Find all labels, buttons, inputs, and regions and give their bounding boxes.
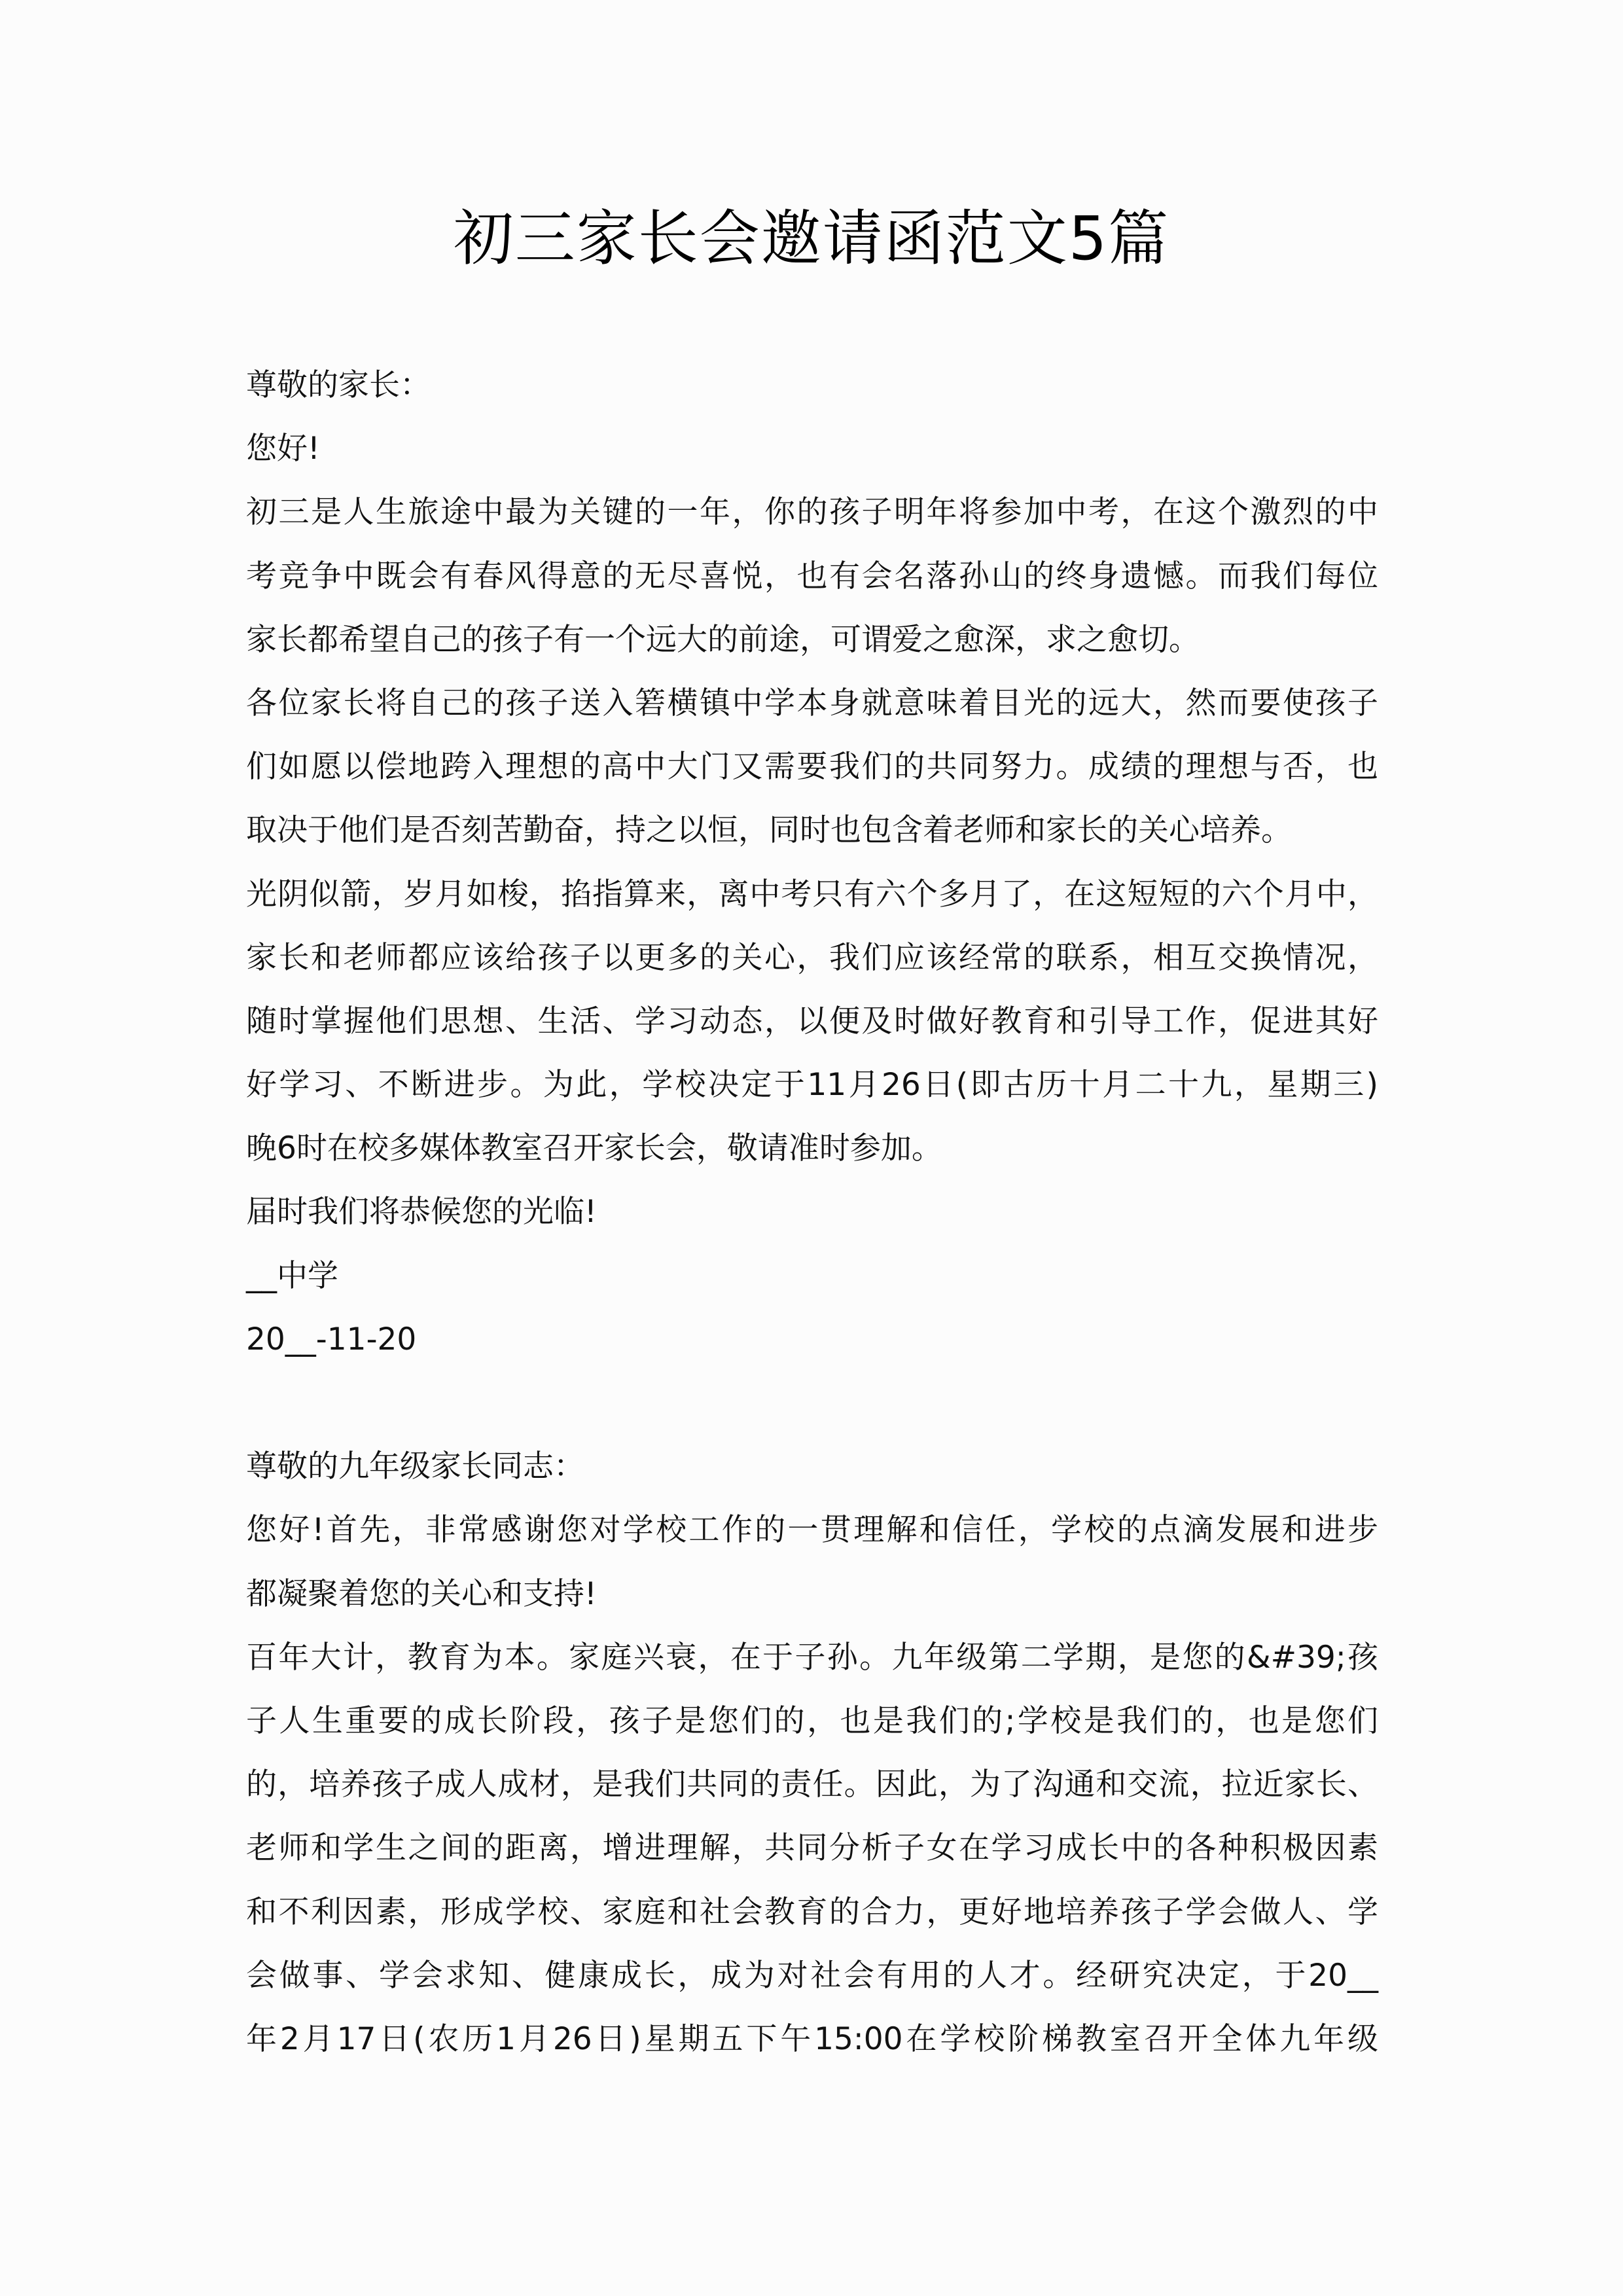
letter2-salutation: 尊敬的九年级家长同志： [246,1448,584,1485]
paragraph-line: 百年大计，教育为本。家庭兴衰，在于子孙。九年级第二学期，是您的&#39;孩 [246,1639,1378,1676]
letter1-date: 20__-11-20 [246,1321,417,1357]
paragraph-line: 家长和老师都应该给孩子以更多的关心，我们应该经常的联系，相互交换情况， [246,939,1378,976]
paragraph-line: 光阴似箭，岁月如梭，掐指算来，离中考只有六个多月了，在这短短的六个月中， [246,876,1378,912]
paragraph-line: 取决于他们是否刻苦勤奋，持之以恒，同时也包含着老师和家长的关心培养。 [246,812,1292,849]
paragraph-line: 考竞争中既会有春风得意的无尽喜悦，也有会名落孙山的终身遗憾。而我们每位 [246,558,1378,594]
paragraph-line: 都凝聚着您的关心和支持! [246,1575,597,1612]
paragraph-line: 会做事、学会求知、健康成长，成为对社会有用的人才。经研究决定，于20__ [246,1957,1378,1994]
paragraph-line: 届时我们将恭候您的光临! [246,1194,597,1230]
paragraph-line: 的，培养孩子成人成材，是我们共同的责任。因此，为了沟通和交流，拉近家长、 [246,1767,1378,1803]
paragraph-line: 家长都希望自己的孩子有一个远大的前途，可谓爱之愈深，求之愈切。 [246,621,1200,658]
paragraph-line: 随时掌握他们思想、生活、学习动态，以便及时做好教育和引导工作，促进其好 [246,1003,1378,1039]
paragraph-line: 您好!首先，非常感谢您对学校工作的一贯理解和信任，学校的点滴发展和进步 [246,1512,1378,1549]
paragraph-line: 晚6时在校多媒体教室召开家长会，敬请准时参加。 [246,1130,942,1167]
paragraph-line: 们如愿以偿地跨入理想的高中大门又需要我们的共同努力。成绩的理想与否，也 [246,749,1378,785]
letter1-signature: __中学 [246,1257,338,1294]
letter-separator [246,1371,1378,1435]
paragraph-line: 各位家长将自己的孩子送入箬横镇中学本身就意味着目光的远大，然而要使孩子 [246,685,1378,721]
paragraph-line: 子人生重要的成长阶段，孩子是您们的，也是我们的;学校是我们的，也是您们 [246,1702,1378,1739]
paragraph-line: 和不利因素，形成学校、家庭和社会教育的合力，更好地培养孩子学会做人、学 [246,1893,1378,1930]
paragraph-line: 好学习、不断进步。为此，学校决定于11月26日(即古历十月二十九，星期三) [246,1067,1378,1103]
document-title: 初三家长会邀请函范文5篇 [453,204,1170,274]
document-body [246,353,1378,2071]
paragraph-line: 老师和学生之间的距离，增进理解，共同分析子女在学习成长中的各种积极因素 [246,1830,1378,1867]
paragraph-line: 初三是人生旅途中最为关键的一年，你的孩子明年将参加中考，在这个激烈的中 [246,494,1378,531]
paragraph-line: 年2月17日(农历1月26日)星期五下午15:00在学校阶梯教室召开全体九年级 [246,2020,1378,2057]
letter1-salutation: 尊敬的家长： [246,367,431,403]
letter1-greeting: 您好! [246,431,320,467]
